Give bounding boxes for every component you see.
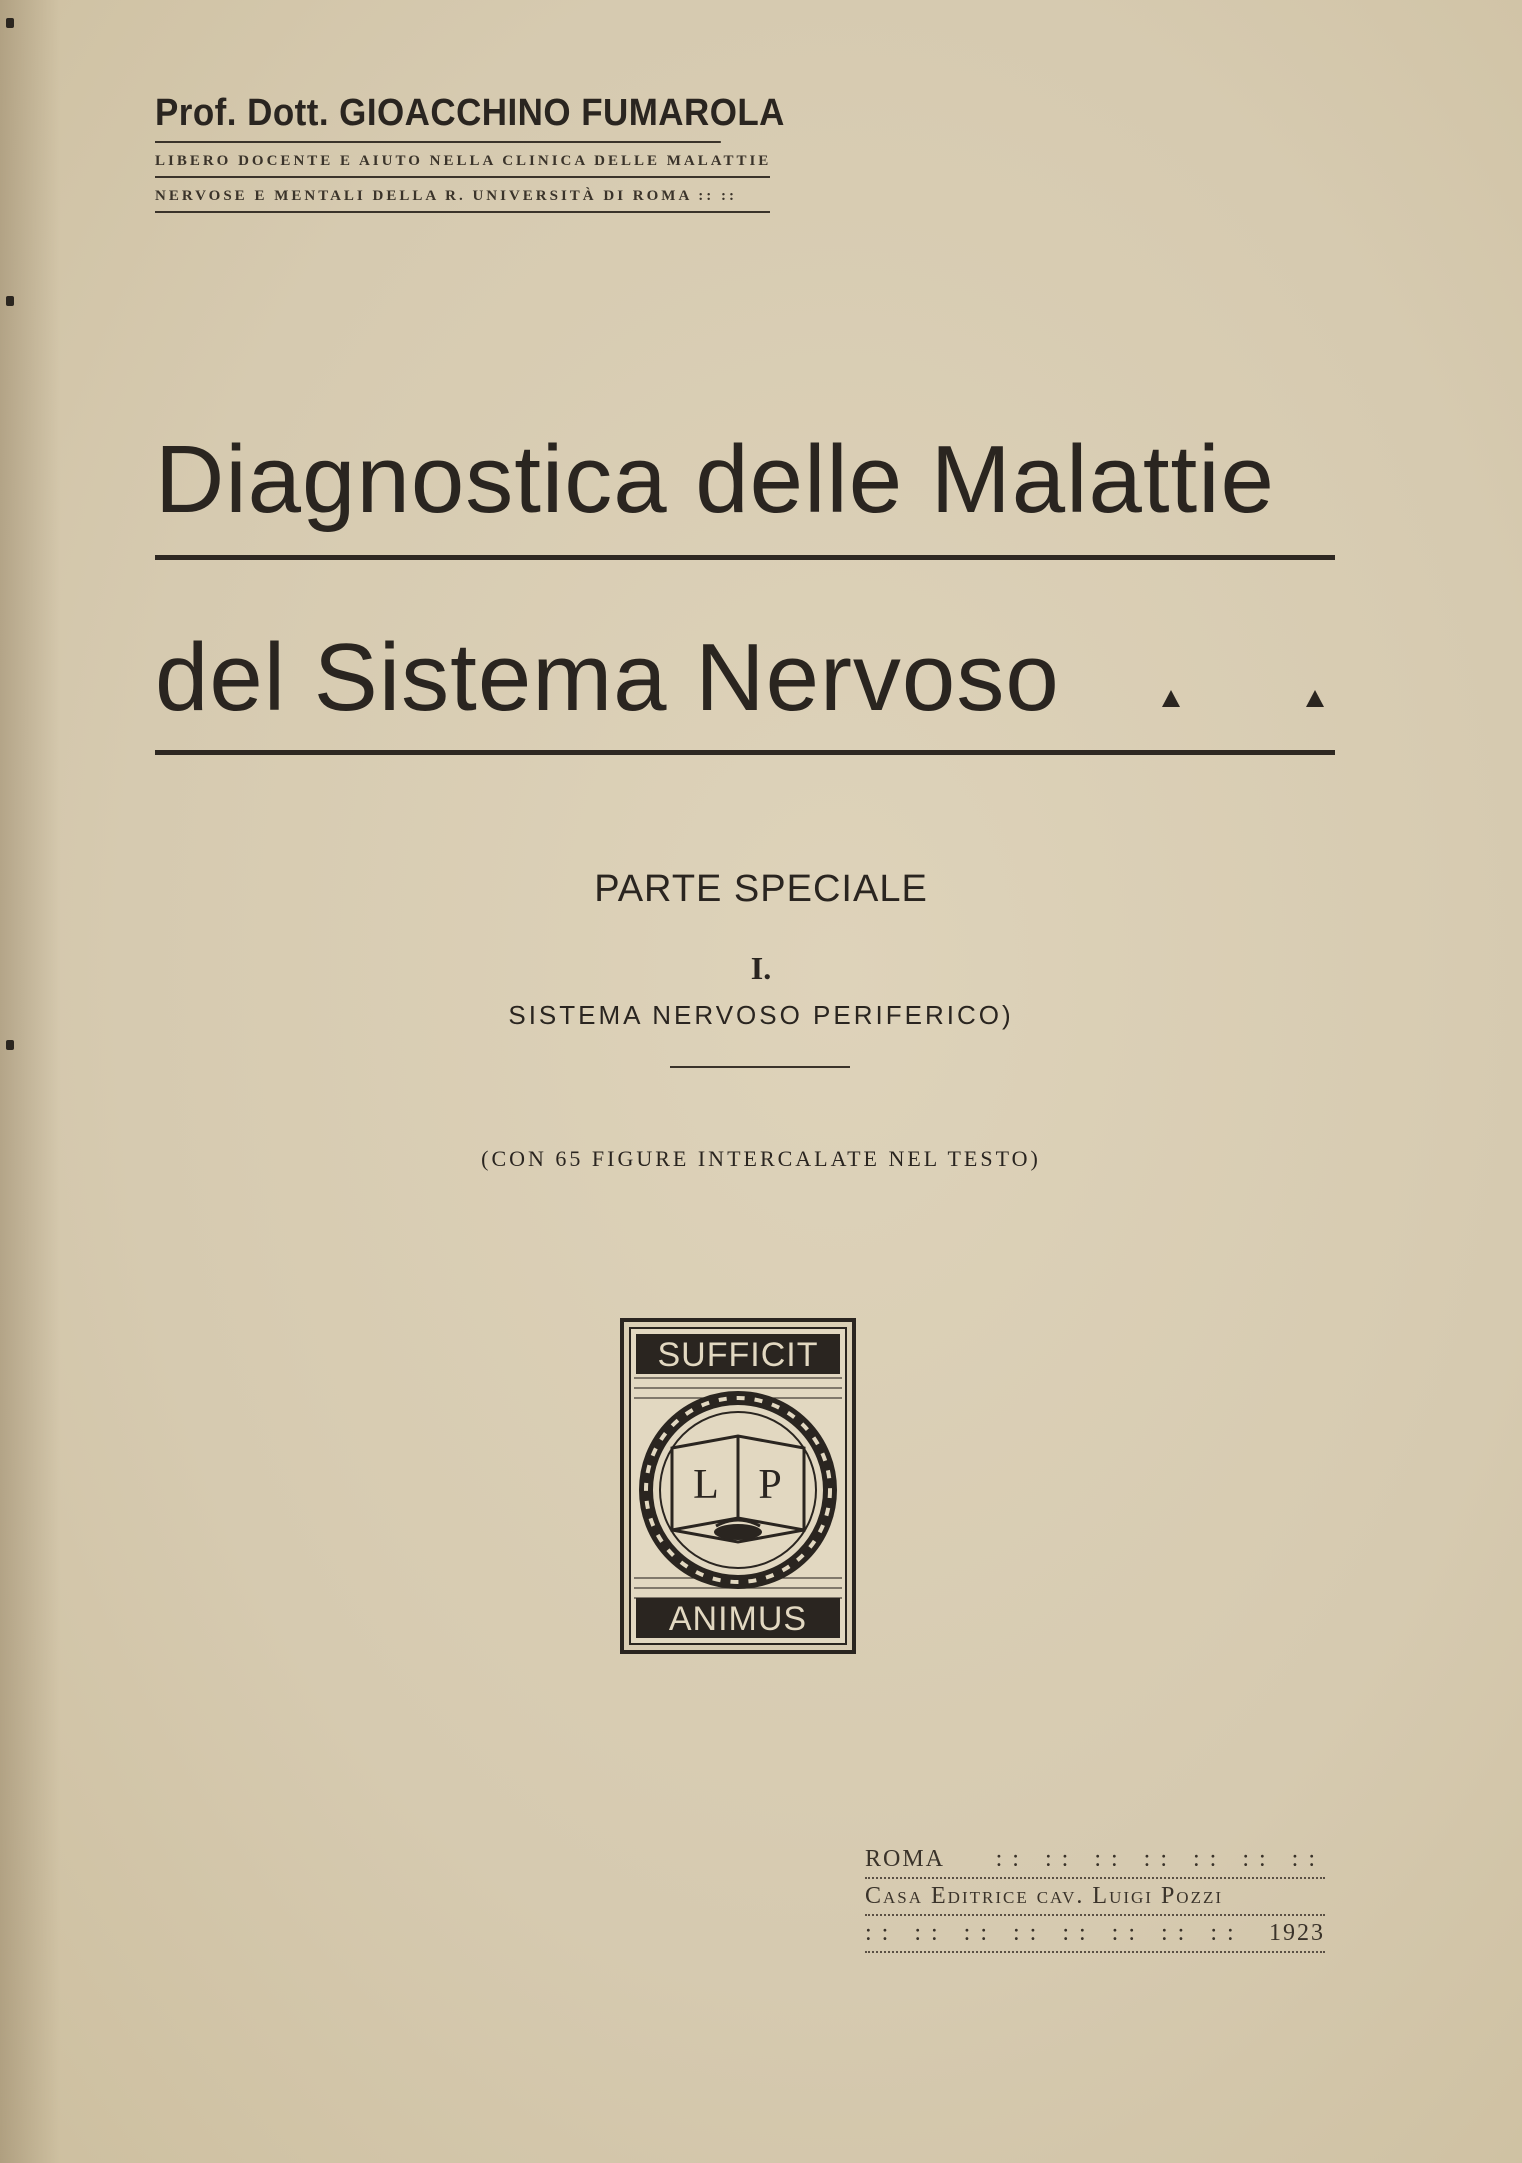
- imprint-dots: :: :: :: :: :: :: :: ::: [865, 1920, 1244, 1946]
- book-title-line-1: Diagnostica delle Malattie: [155, 426, 1275, 533]
- page-edge-mark: [6, 296, 14, 306]
- title-rule: [155, 555, 1335, 560]
- author-affiliation-line: NERVOSE E MENTALI DELLA R. UNIVERSITÀ DI ROMA :: ::: [155, 178, 770, 213]
- imprint-block: [865, 1842, 1325, 1953]
- figures-note: (CON 65 FIGURE INTERCALATE NEL TESTO): [481, 1146, 1041, 1171]
- publisher-emblem: [620, 1318, 856, 1654]
- emblem-bottom-text: ANIMUS: [668, 1600, 808, 1638]
- volume-subject: SISTEMA NERVOSO PERIFERICO): [508, 1000, 1014, 1030]
- page-edge-mark: [6, 18, 14, 28]
- spine-shadow: [0, 0, 60, 2163]
- title-rule: [155, 750, 1335, 755]
- imprint-publisher: Casa Editrice cav. Luigi Pozzi: [865, 1883, 1224, 1909]
- triangle-ornament-icon: [1162, 690, 1180, 707]
- subtitle-rule: [670, 1066, 850, 1068]
- author-name: Prof. Dott. GIOACCHINO FUMAROLA: [155, 92, 721, 143]
- book-title-line-2: del Sistema Nervoso: [155, 624, 1060, 731]
- imprint-city-line: [865, 1842, 1325, 1879]
- imprint-year: 1923: [1269, 1920, 1325, 1946]
- page-edge-mark: [6, 1040, 14, 1050]
- imprint-publisher-line: [865, 1879, 1325, 1916]
- volume-number: I.: [750, 950, 772, 986]
- author-affiliation-line: LIBERO DOCENTE E AIUTO NELLA CLINICA DELLE MALATTIE: [155, 143, 770, 178]
- emblem-monogram-p: P: [758, 1462, 782, 1508]
- author-block: [155, 92, 785, 213]
- imprint-year-line: [865, 1916, 1325, 1953]
- imprint-city: ROMA: [865, 1846, 946, 1872]
- triangle-ornament-icon: [1306, 690, 1324, 707]
- emblem-top-text: SUFFICIT: [657, 1336, 819, 1374]
- emblem-monogram-l: L: [693, 1462, 719, 1508]
- imprint-dots: :: :: :: :: :: :: ::: [995, 1846, 1325, 1872]
- part-heading: PARTE SPECIALE: [594, 868, 928, 910]
